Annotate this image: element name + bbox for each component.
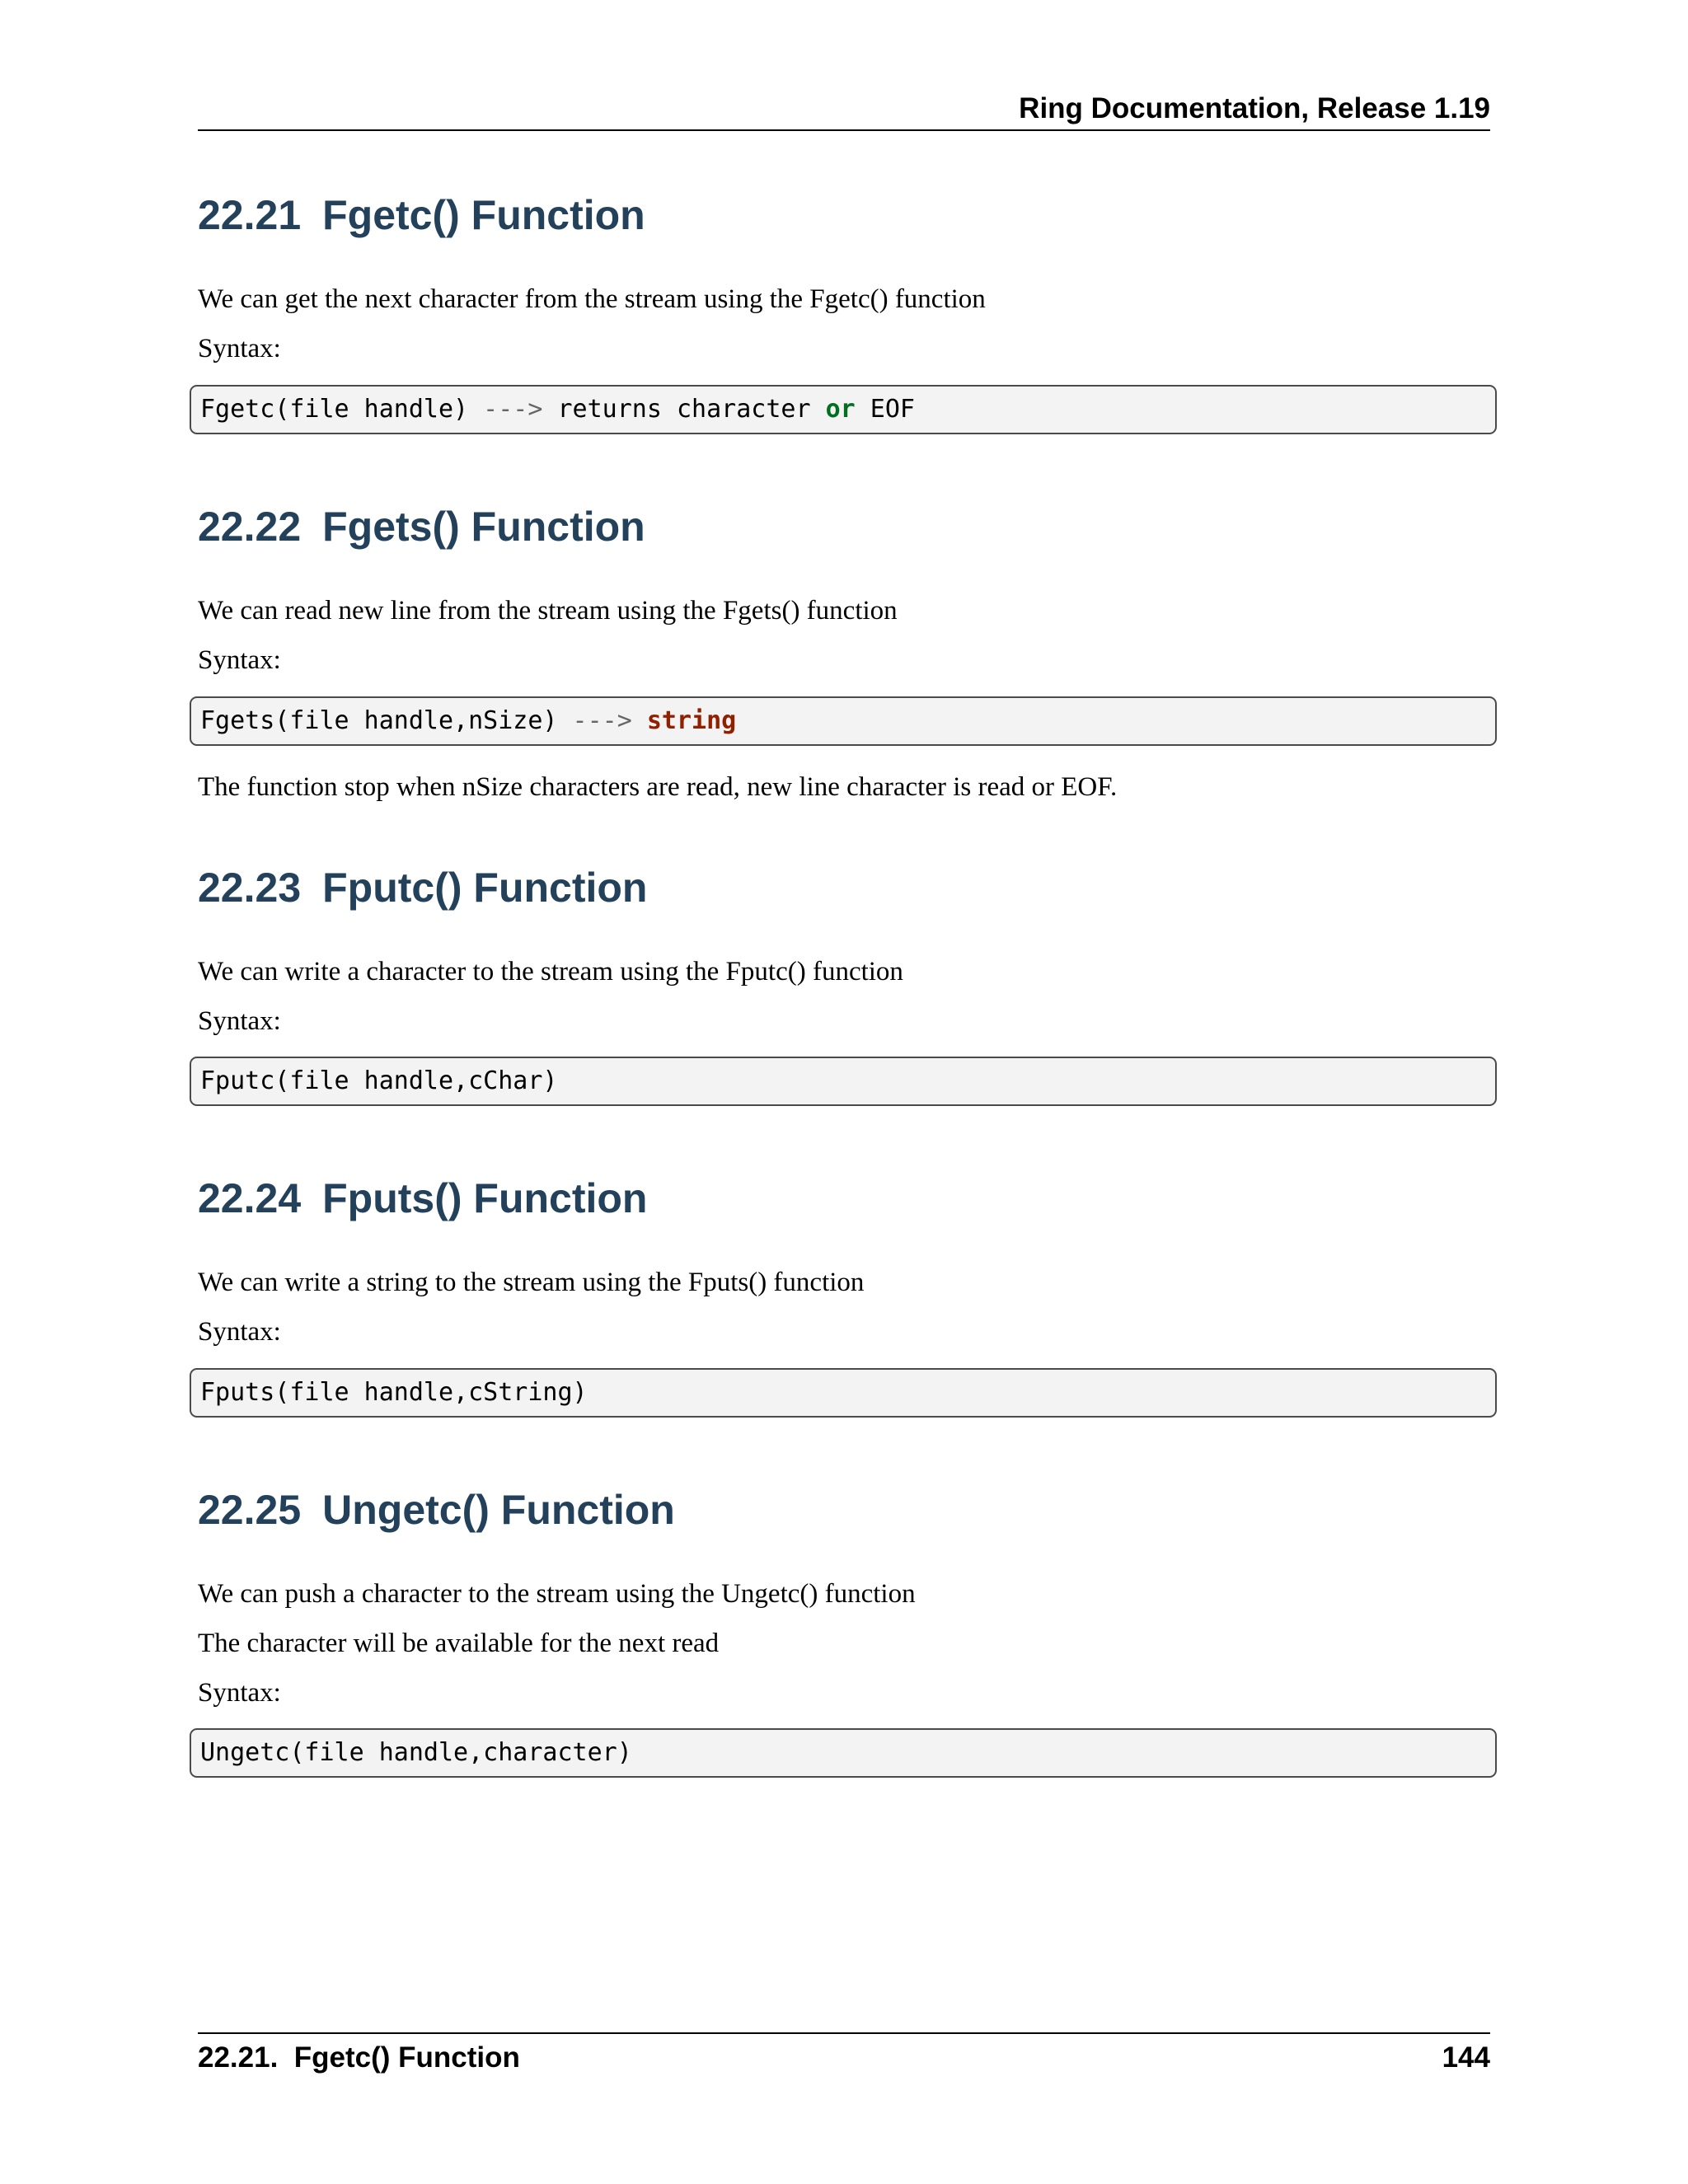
code-text bbox=[632, 706, 647, 735]
paragraph: We can write a character to the stream using the Fputc() function bbox=[198, 957, 903, 987]
code-block: Fputs(file handle,cString) bbox=[190, 1368, 1497, 1418]
running-header: Ring Documentation, Release 1.19 bbox=[1019, 92, 1490, 124]
paragraph: We can get the next character from the stream using the Fgetc() function bbox=[198, 284, 986, 314]
footer-section-title: 22.21. Fgetc() Function bbox=[198, 2041, 520, 2074]
paragraph: We can push a character to the stream using the Ungetc() function bbox=[198, 1579, 916, 1609]
syntax-label: Syntax: bbox=[198, 1678, 281, 1708]
code-text: Fgetc(file handle) bbox=[200, 395, 484, 424]
section-heading-ungetc bbox=[198, 1486, 675, 1534]
header-rule bbox=[198, 129, 1490, 131]
section-number: 22.24 bbox=[198, 1175, 302, 1221]
code-text: EOF bbox=[855, 395, 915, 424]
section-title: Ungetc() Function bbox=[322, 1487, 675, 1533]
code-text: Fgets(file handle,nSize) bbox=[200, 706, 573, 735]
paragraph: We can read new line from the stream using the Fgets() function bbox=[198, 596, 898, 626]
syntax-label: Syntax: bbox=[198, 334, 281, 363]
paragraph: The function stop when nSize characters are read, new line character is read or EOF. bbox=[198, 772, 1118, 802]
section-title: Fgetc() Function bbox=[322, 192, 645, 238]
section-title: Fputs() Function bbox=[322, 1175, 648, 1221]
section-heading-fputs bbox=[198, 1174, 647, 1222]
code-keyword: or bbox=[825, 395, 856, 424]
code-type: string bbox=[646, 706, 737, 735]
section-number: 22.22 bbox=[198, 504, 302, 550]
footer-rule bbox=[198, 2032, 1490, 2034]
syntax-label: Syntax: bbox=[198, 645, 281, 675]
section-number: 22.25 bbox=[198, 1487, 302, 1533]
page-number: 144 bbox=[1442, 2041, 1490, 2074]
section-title: Fputc() Function bbox=[322, 865, 648, 911]
syntax-label: Syntax: bbox=[198, 1006, 281, 1036]
code-block: Ungetc(file handle,character) bbox=[190, 1728, 1497, 1778]
code-operator: ---> bbox=[572, 706, 632, 735]
section-heading-fgets bbox=[198, 503, 645, 551]
code-block bbox=[190, 385, 1497, 434]
section-number: 22.23 bbox=[198, 865, 302, 911]
syntax-label: Syntax: bbox=[198, 1317, 281, 1347]
code-block bbox=[190, 696, 1497, 746]
section-heading-fgetc bbox=[198, 191, 645, 239]
section-title: Fgets() Function bbox=[322, 504, 645, 550]
code-operator: ---> bbox=[483, 395, 543, 424]
paragraph: The character will be available for the next read bbox=[198, 1629, 720, 1658]
code-text: returns character bbox=[542, 395, 826, 424]
code-block: Fputc(file handle,cChar) bbox=[190, 1057, 1497, 1106]
section-number: 22.21 bbox=[198, 192, 302, 238]
section-heading-fputc bbox=[198, 864, 647, 912]
paragraph: We can write a string to the stream using the Fputs() function bbox=[198, 1268, 865, 1297]
